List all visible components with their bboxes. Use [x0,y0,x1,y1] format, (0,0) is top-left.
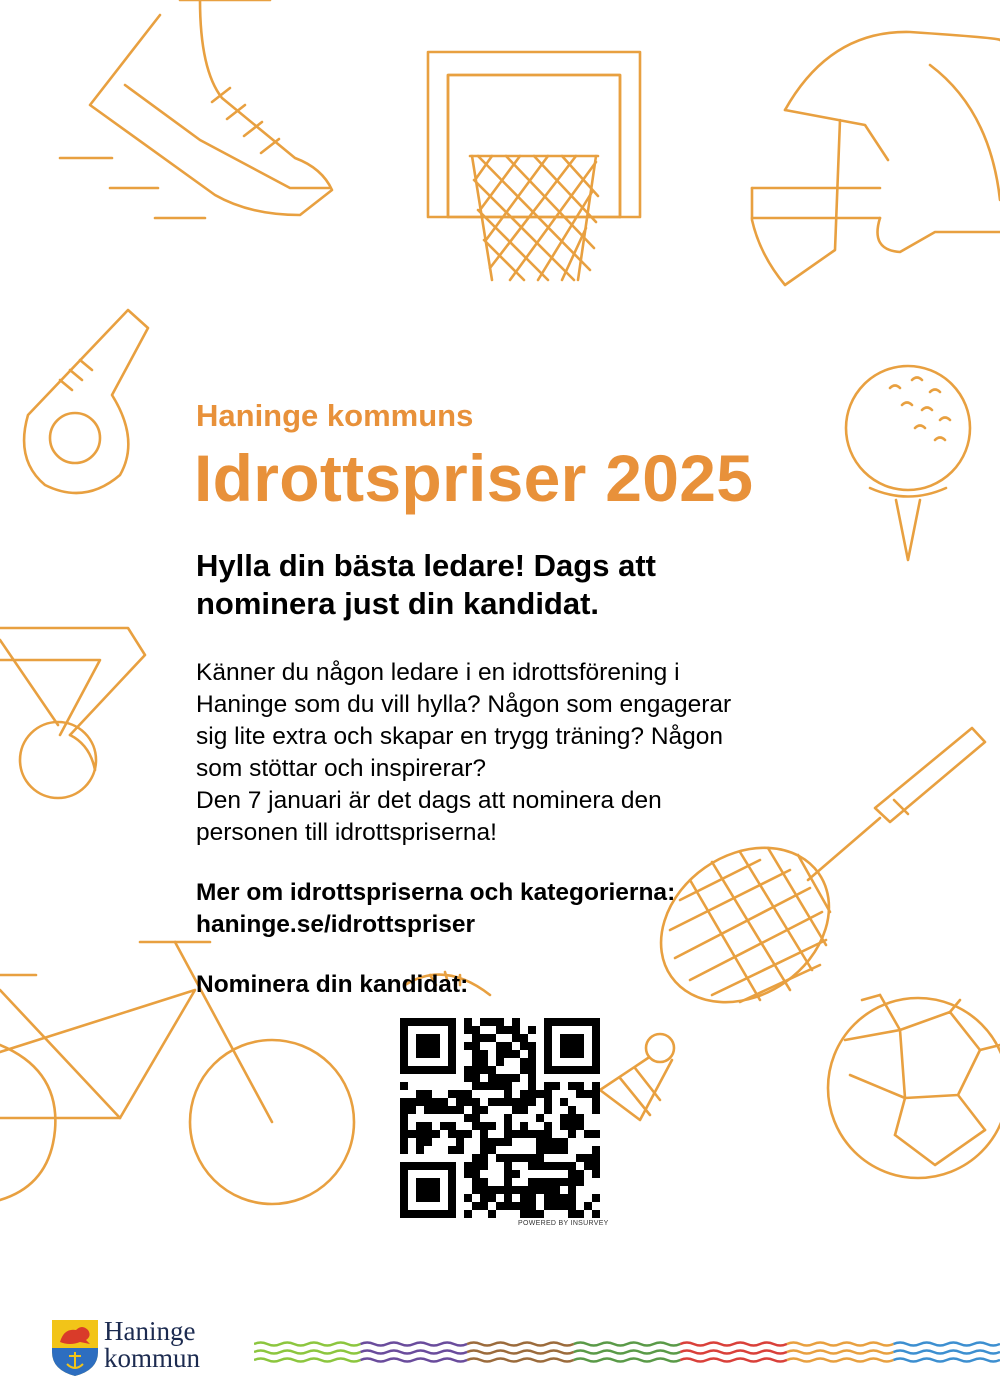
wave-line [574,1343,681,1346]
logo-text-line: Haninge [104,1316,196,1346]
whistle-icon [24,310,148,493]
wave-line [361,1351,468,1354]
wave-line [574,1359,681,1362]
wave-line [467,1343,574,1346]
soccer-ball-icon [828,995,1000,1178]
wave-line [254,1343,361,1346]
more-info-label: Mer om idrottspriserna och kategorierna: [196,879,676,906]
logo-text-line: kommun [104,1343,201,1373]
qr-code[interactable] [400,1018,600,1218]
page-subtitle: Haninge kommuns [196,398,474,433]
nominate-label: Nominera din kandidat: [196,971,469,998]
wave-line [680,1359,787,1362]
shuttlecock-icon [600,1034,674,1120]
body-line: Den 7 januari är det dags att nominera den [196,787,662,814]
basketball-hoop-icon [428,52,640,280]
body-text [196,657,816,849]
body-line: som stöttar och inspirerar? [196,755,487,782]
headline [196,547,796,623]
wave-line [254,1359,361,1362]
body-line: sig lite extra och skapar en trygg träning? Någon [196,723,724,750]
medal-icon [0,628,145,798]
more-info [196,877,796,941]
wave-line [574,1351,681,1354]
headline-line: Hylla din bästa ledare! Dags att [196,548,656,583]
headline-line: nominera just din kandidat. [196,586,600,621]
body-line: Känner du någon ledare i en idrottsförening i [196,659,680,686]
logo-text [104,1318,200,1372]
wave-line [467,1359,574,1362]
wave-line [467,1351,574,1354]
qr-caption: POWERED BY INSURVEY [518,1220,609,1227]
coat-of-arms-icon [52,1320,98,1376]
wave-line [361,1359,468,1362]
golf-ball-icon [846,366,970,560]
body-line: personen till idrottspriserna! [196,819,497,846]
wave-line [787,1351,894,1354]
body-line: Haninge som du vill hylla? Någon som engagerar [196,691,732,718]
shoe-icon [60,0,332,218]
wave-line [254,1351,361,1354]
more-info-link[interactable]: haninge.se/idrottspriser [196,911,476,938]
wave-line [361,1343,468,1346]
helmet-icon [752,32,1000,285]
wave-line [680,1343,787,1346]
wave-line [893,1351,1000,1354]
wave-line [680,1351,787,1354]
wave-line [787,1359,894,1362]
wave-line [893,1343,1000,1346]
decorative-waves [254,1338,1000,1368]
wave-line [787,1343,894,1346]
page-title: Idrottspriser 2025 [194,441,754,515]
wave-line [893,1359,1000,1362]
